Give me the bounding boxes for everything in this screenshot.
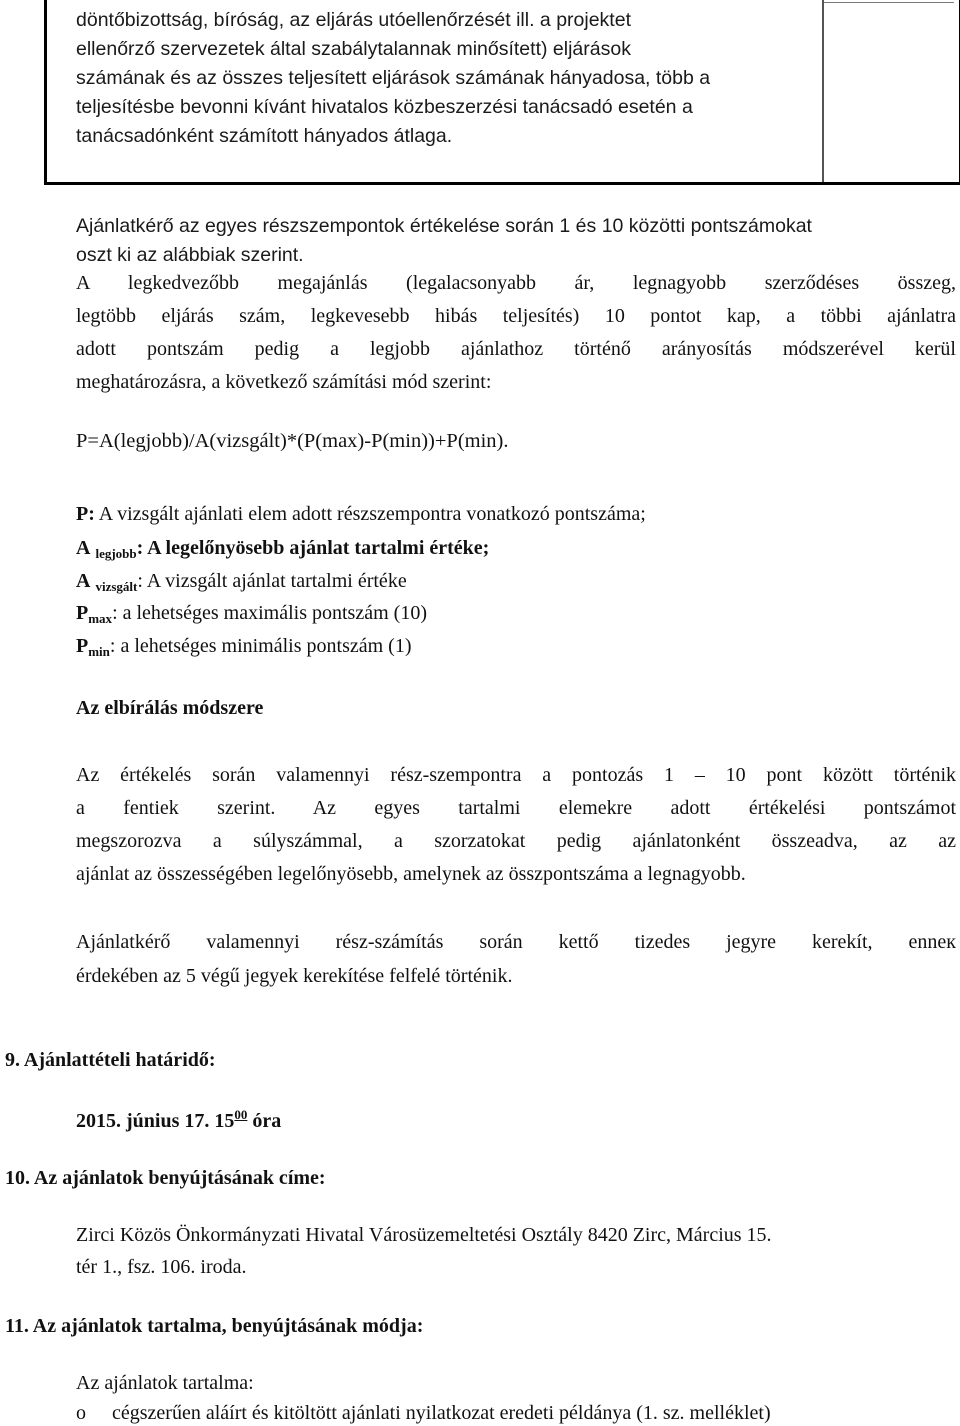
evaluation-line: megszorozva a súlyszámmal, a szorzatokat pedig ajánlatonként összeadva, az az [76,830,956,852]
legend-text: : A vizsgált ajánlat tartalmi értéke [137,570,407,592]
legend-subscript: max [88,611,113,626]
address-line: Zirci Közös Önkormányzati Hivatal Városüzemeltetési Osztály 8420 Zirc, Március 15. [76,1224,772,1246]
table-top-border [824,2,954,3]
legend-symbol: P: [76,503,95,525]
deadline-minutes: 00 [234,1107,248,1122]
section-9-heading: 9. Ajánlattételi határidő: [5,1049,216,1071]
legend-text: : a lehetséges minimális pontszám (1) [109,635,412,657]
legend-subscript: min [88,644,110,659]
legend-symbol: P [76,602,89,624]
legend-subscript: legjobb [95,546,137,561]
evaluation-line: a fentiek szerint. Az egyes tartalmi elemekre adott értékelési pontszámot [76,797,956,819]
criteria-line: tanácsadónként számított hányados átlaga. [76,125,453,147]
legend-a-exam [76,570,407,595]
deadline-date [76,1107,281,1133]
method-line: meghatározásra, a következő számítási mód szerint: [76,371,492,393]
bullet-marker: o [76,1402,86,1424]
legend-text: : a lehetséges maximális pontszám (10) [112,602,427,624]
evaluation-line: Az értékelés során valamennyi rész-szempontra a pontozás 1 – 10 pont között történik [76,764,956,786]
intro-line: oszt ki az alábbiak szerint. [76,244,304,266]
legend-a-best [76,537,489,562]
method-line: legtöbb eljárás szám, legkevesebb hibás teljesítés) 10 pontot kap, a többi ajánlatra [76,305,956,327]
section-10-heading: 10. Az ajánlatok benyújtásának címe: [5,1167,326,1189]
intro-line: Ajánlatkérő az egyes részszempontok értékelése során 1 és 10 közötti pontszámokat [76,215,812,237]
rounding-line: Ajánlatkérő valamennyi rész-számítás során kettő tizedes jegyre kerekít, enneк [76,931,956,953]
intro-paragraph [76,212,812,270]
rounding-line: érdekében az 5 végű jegyek kerekítése felfelé történik. [76,965,513,987]
content-subheading: Az ajánlatok tartalma: [76,1372,254,1394]
table-divider [822,0,824,182]
evaluation-line: ajánlat az összességében legelőnyösebb, amelynek az összpontszáma a legnagyobb. [76,863,746,885]
method-line: adott pontszám pedig a legjobb ajánlathoz történő arányosítás módszerével kerül [76,338,956,360]
legend-symbol: A [76,570,91,592]
legend-text: A vizsgált ajánlati elem adott részszempontra vonatkozó pontszáma; [94,503,646,525]
legend-pmin [76,635,411,660]
criteria-line: döntőbizottság, bíróság, az eljárás utóellenőrzését ill. a projektet [76,9,631,31]
method-line: A legkedvezőbb megajánlás (legalacsonyabb ár, legnagyobb szerződéses összeg, [76,272,956,294]
legend-symbol: A [76,537,91,559]
legend-p [76,503,646,526]
scoring-formula: P=A(legjobb)/A(vizsgált)*(P(max)-P(min))+P(min). [76,430,509,452]
legend-subscript: vizsgált [95,579,138,594]
legend-symbol: P [76,635,89,657]
criteria-line: számának és az összes teljesített eljárások számának hányadosa, több a [76,67,711,89]
evaluation-heading: Az elbírálás módszere [76,697,264,719]
deadline-suffix: óra [247,1110,282,1132]
criteria-line: ellenőrző szervezetek által szabálytalannak minősített) eljárások [76,38,631,60]
legend-text: : A legelőnyösebb ajánlat tartalmi értéke; [136,537,490,559]
address-line: tér 1., fsz. 106. iroda. [76,1256,247,1278]
criteria-text [76,6,710,151]
criteria-line: teljesítésbe bevonni kívánt hivatalos közbeszerzési tanácsadó esetén a [76,96,693,118]
legend-pmax [76,602,427,627]
list-item: cégszerűen aláírt és kitöltött ajánlati nyilatkozat eredeti példánya (1. sz. melléklet) [112,1402,771,1424]
section-11-heading: 11. Az ajánlatok tartalma, benyújtásának módja: [5,1315,424,1337]
deadline-text: 2015. június 17. 15 [76,1110,235,1132]
